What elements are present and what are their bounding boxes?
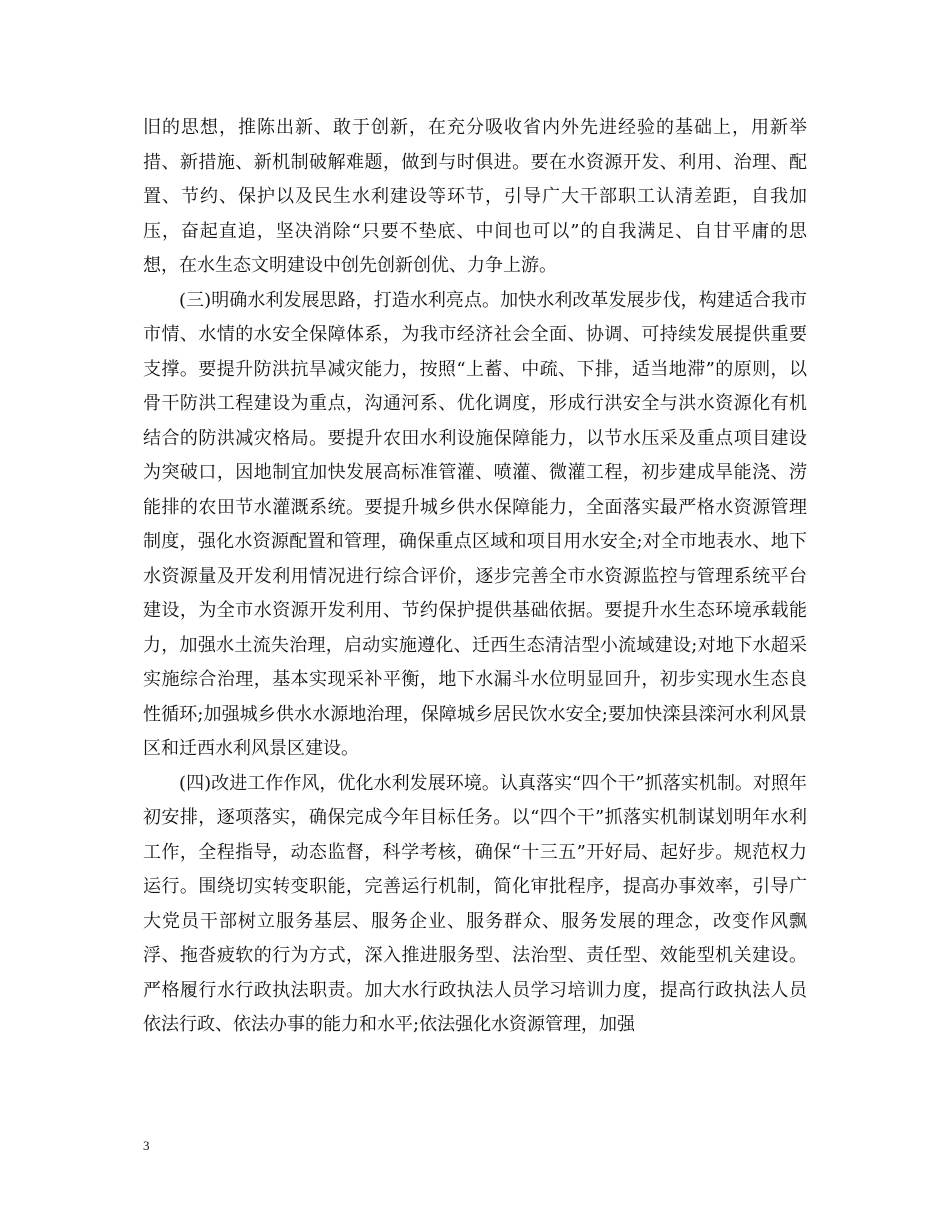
paragraph-section-four: (四)改进工作作风，优化水利发展环境。认真落实“四个干”抓落实机制。对照年初安排，逐项落实，确保完成今年目标任务。以“四个干”抓落实机制谋划明年水利工作，全程指导，动态监督，科学考核，确保“十三五”开好局、起好步。规范权力运行。围绕切实转变职能，完善运行机制，简化审批程序，提高办事效率，引导广大党员干部树立服务基层、服务企业、服务群众、服务发展的理念，改变作风飘浮、拖沓疲软的行为方式，深入推进服务型、法治型、责任型、效能型机关建设。严格履行水行政执法职责。加大水行政执法人员学习培训力度，提高行政执法人员依法行政、依法办事的能力和水平;依法强化水资源管理，加强 xyxy=(143,772,807,1035)
page-number: 3 xyxy=(143,1138,150,1153)
paragraph-section-three: (三)明确水利发展思路，打造水利亮点。加快水利改革发展步伐，构建适合我市市情、水情的水安全保障体系，为我市经济社会全面、协调、可持续发展提供重要支撑。要提升防洪抗旱减灾能力，按照“上蓄、中疏、下排，适当地滞”的原则，以骨干防洪工程建设为重点，沟通河系、优化调度，形成行洪安全与洪水资源化有机结合的防洪减灾格局。要提升农田水利设施保障能力，以节水压采及重点项目建设为突破口，因地制宜加快发展高标准管灌、喷灌、微灌工程，初步建成旱能浇、涝能排的农田节水灌溉系统。要提升城乡供水保障能力，全面落实最严格水资源管理制度，强化水资源配置和管理，确保重点区域和项目用水安全;对全市地表水、地下水资源量及开发利用情况进行综合评价，逐步完善全市水资源监控与管理系统平台建设，为全市水资源开发利用、节约保护提供基础依据。要提升水生态环境承载能力，加强水土流失治理，启动实施遵化、迁西生态清洁型小流域建设;对地下水超采实施综合治理，基本实现采补平衡，地下水漏斗水位明显回升，初步实现水生态良性循环;加强城乡供水水源地治理，保障城乡居民饮水安全;要加快滦县滦河水利风景区和迁西水利风景区建设。 xyxy=(143,289,807,759)
document-body xyxy=(143,111,807,1043)
paragraph-continuation: 旧的思想，推陈出新、敢于创新，在充分吸收省内外先进经验的基础上，用新举措、新措施、新机制破解难题，做到与时俱进。要在水资源开发、利用、治理、配置、节约、保护以及民生水利建设等环节，引导广大干部职工认清差距，自我加压，奋起直追，坚决消除“只要不垫底、中间也可以”的自我满足、自甘平庸的思想，在水生态文明建设中创先创新创优、力争上游。 xyxy=(143,117,807,276)
